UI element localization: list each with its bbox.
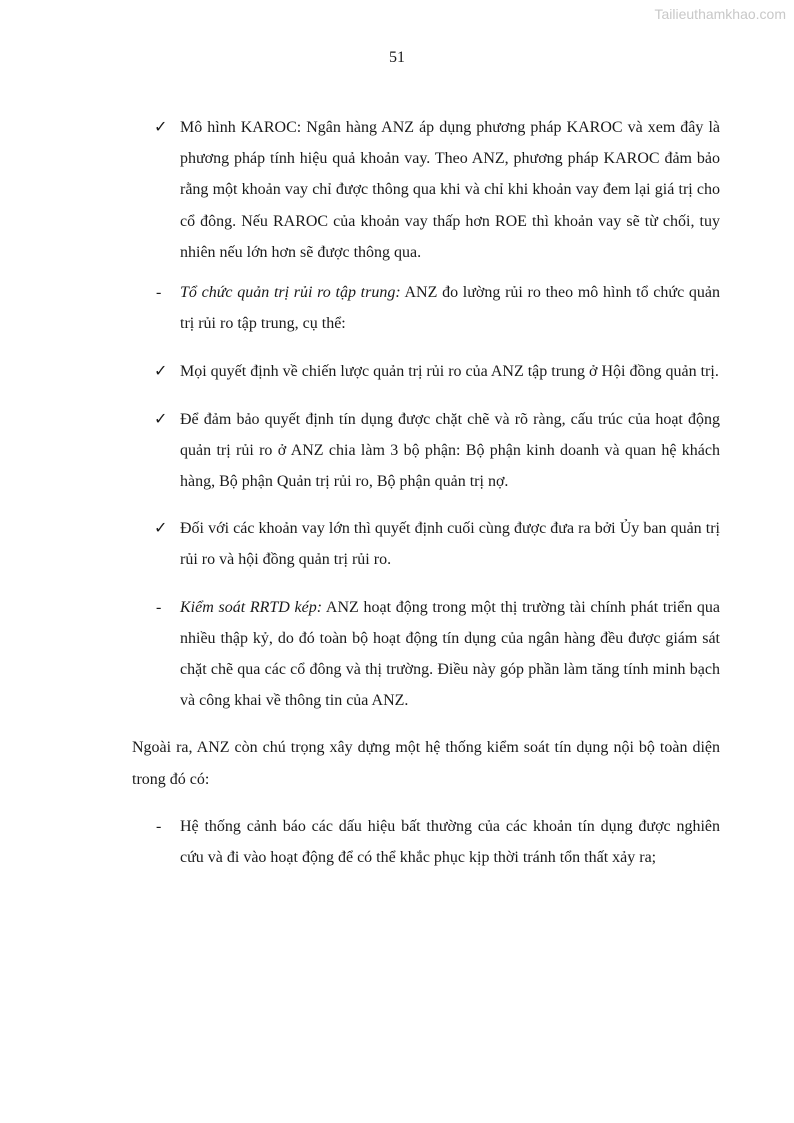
bullet-board-decisions	[154, 356, 720, 387]
dash-marker: -	[156, 817, 162, 835]
bullet-double-control	[156, 592, 720, 717]
bullet-text: Mô hình KAROC: Ngân hàng ANZ áp dụng phương pháp KAROC và xem đây là phương pháp tính hiệu quả khoản vay. Theo ANZ, phương pháp KAROC đảm bảo rằng một khoản vay chỉ được thông qua khi và chỉ khi khoản vay đem lại giá trị cho cổ đông. Nếu RAROC của khoản vay thấp hơn ROE thì khoản vay sẽ từ chối, tuy nhiên nếu lớn hơn sẽ được thông qua.	[180, 119, 720, 261]
bullet-large-loans	[154, 513, 720, 575]
bullet-warning-system	[156, 811, 720, 873]
bullet-text: Để đảm bảo quyết định tín dụng được chặt chẽ và rõ ràng, cấu trúc của hoạt động quản trị rủi ro ở ANZ chia làm 3 bộ phận: Bộ phận kinh doanh và quan hệ khách hàng, Bộ phận Quản trị rủi ro, Bộ phận quản trị nợ.	[180, 410, 720, 491]
watermark: Tailieuthamkhao.com	[654, 6, 786, 22]
check-icon: ✓	[154, 363, 168, 381]
bullet-structure	[154, 404, 720, 498]
check-icon: ✓	[154, 119, 168, 136]
page-number: 51	[389, 49, 405, 66]
dash-marker: -	[156, 284, 162, 302]
check-icon: ✓	[154, 520, 168, 538]
bullet-lead: Tổ chức quản trị rủi ro tập trung:	[180, 284, 401, 302]
bullet-lead: Kiểm soát RRTD kép:	[180, 598, 323, 616]
bullet-text: ANZ hoạt động trong một thị trường tài chính phát triển qua nhiều thập kỷ, do đó toàn bộ hoạt động tín dụng của ngân hàng đều được giám sát chặt chẽ qua các cổ đông và thị trường. Điều này góp phần làm tăng tính minh bạch và công khai về thông tin của ANZ.	[180, 598, 720, 710]
check-icon: ✓	[154, 410, 168, 428]
bullet-text: ANZ đo lường rủi ro theo mô hình tổ chức quản trị rủi ro tập trung, cụ thể:	[180, 284, 720, 333]
bullet-text: Hệ thống cảnh báo các dấu hiệu bất thường của các khoản tín dụng được nghiên cứu và đi vào hoạt động để có thể khắc phục kịp thời tránh tổn thất xảy ra;	[180, 817, 720, 867]
bullet-karoc-model	[154, 112, 720, 268]
dash-marker: -	[156, 598, 162, 616]
bullet-text: Đối với các khoản vay lớn thì quyết định cuối cùng được đưa ra bởi Ủy ban quản trị rủi ro và hội đồng quản trị rủi ro.	[180, 520, 720, 569]
document-body	[132, 112, 720, 873]
bullet-centralized-risk	[156, 277, 720, 339]
bullet-text: Mọi quyết định về chiến lược quản trị rủi ro của ANZ tập trung ở Hội đồng quản trị.	[180, 363, 719, 381]
paragraph-internal-control: Ngoài ra, ANZ còn chú trọng xây dựng một hệ thống kiểm soát tín dụng nội bộ toàn diện trong đó có:	[132, 739, 720, 788]
